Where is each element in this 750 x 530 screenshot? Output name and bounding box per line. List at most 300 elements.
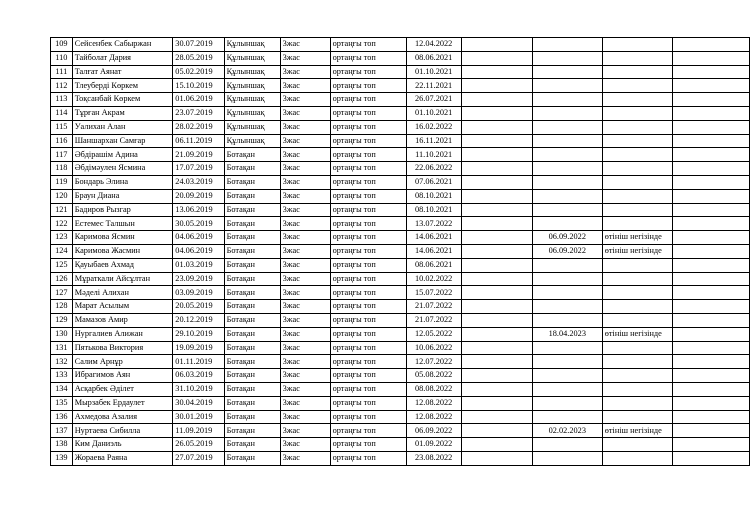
birth-date: 03.09.2019 — [173, 286, 224, 300]
table-row — [51, 410, 750, 424]
leave-reason — [602, 369, 672, 383]
child-name: Бондарь Элина — [72, 175, 173, 189]
group-name: Ботақан — [224, 424, 280, 438]
leave-date — [532, 355, 602, 369]
child-name: Уалихан Алан — [72, 120, 173, 134]
leave-date — [532, 217, 602, 231]
admission-date: 15.07.2022 — [406, 286, 461, 300]
table-row — [51, 258, 750, 272]
child-name: Шаншархан Самғар — [72, 134, 173, 148]
group-name: Ботақан — [224, 203, 280, 217]
empty-cell — [461, 203, 532, 217]
empty-cell — [461, 341, 532, 355]
empty-cell — [673, 120, 750, 134]
table-body — [51, 38, 750, 466]
age-group: 3жас — [280, 189, 330, 203]
row-number: 114 — [51, 106, 73, 120]
leave-date — [532, 134, 602, 148]
group-name: Ботақан — [224, 175, 280, 189]
leave-reason — [602, 438, 672, 452]
group-name: Ботақан — [224, 148, 280, 162]
leave-reason — [602, 93, 672, 107]
empty-cell — [673, 438, 750, 452]
empty-cell — [461, 38, 532, 52]
row-number: 124 — [51, 244, 73, 258]
admission-date: 16.02.2022 — [406, 120, 461, 134]
empty-cell — [461, 120, 532, 134]
admission-date: 06.09.2022 — [406, 424, 461, 438]
birth-date: 30.04.2019 — [173, 396, 224, 410]
child-name: Марат Асылым — [72, 300, 173, 314]
leave-reason: өтініш негізінде — [602, 244, 672, 258]
row-number: 118 — [51, 162, 73, 176]
table-row — [51, 65, 750, 79]
empty-cell — [673, 382, 750, 396]
admission-date: 11.10.2021 — [406, 148, 461, 162]
child-name: Браун Диана — [72, 189, 173, 203]
leave-reason: өтініш негізінде — [602, 231, 672, 245]
group-name: Ботақан — [224, 410, 280, 424]
row-number: 116 — [51, 134, 73, 148]
group-type: ортаңғы топ — [330, 258, 406, 272]
child-name: Тұрған Акрам — [72, 106, 173, 120]
group-type: ортаңғы топ — [330, 244, 406, 258]
empty-cell — [461, 189, 532, 203]
child-name: Ким Даниэль — [72, 438, 173, 452]
empty-cell — [461, 369, 532, 383]
group-name: Ботақан — [224, 313, 280, 327]
empty-cell — [673, 355, 750, 369]
leave-date — [532, 189, 602, 203]
birth-date: 21.09.2019 — [173, 148, 224, 162]
leave-reason — [602, 106, 672, 120]
empty-cell — [461, 148, 532, 162]
table-row — [51, 38, 750, 52]
birth-date: 27.07.2019 — [173, 451, 224, 465]
empty-cell — [461, 300, 532, 314]
group-name: Құлыншақ — [224, 38, 280, 52]
table-row — [51, 189, 750, 203]
table-row — [51, 451, 750, 465]
table-row — [51, 355, 750, 369]
age-group: 3жас — [280, 258, 330, 272]
group-type: ортаңғы топ — [330, 438, 406, 452]
age-group: 3жас — [280, 79, 330, 93]
group-name: Ботақан — [224, 162, 280, 176]
empty-cell — [673, 410, 750, 424]
leave-reason — [602, 451, 672, 465]
leave-reason — [602, 258, 672, 272]
row-number: 134 — [51, 382, 73, 396]
birth-date: 06.11.2019 — [173, 134, 224, 148]
birth-date: 05.02.2019 — [173, 65, 224, 79]
leave-reason: өтініш негізінде — [602, 327, 672, 341]
leave-date — [532, 258, 602, 272]
birth-date: 29.10.2019 — [173, 327, 224, 341]
admission-date: 08.10.2021 — [406, 189, 461, 203]
child-name: Каримова Жасмин — [72, 244, 173, 258]
admission-date: 14.06.2021 — [406, 231, 461, 245]
leave-date — [532, 341, 602, 355]
age-group: 3жас — [280, 231, 330, 245]
leave-date — [532, 175, 602, 189]
table-row — [51, 175, 750, 189]
leave-reason — [602, 79, 672, 93]
birth-date: 28.02.2019 — [173, 120, 224, 134]
age-group: 3жас — [280, 369, 330, 383]
group-type: ортаңғы топ — [330, 355, 406, 369]
empty-cell — [673, 300, 750, 314]
leave-reason — [602, 189, 672, 203]
child-name: Сейсенбек Сабыржан — [72, 38, 173, 52]
group-name: Құлыншақ — [224, 106, 280, 120]
leave-date — [532, 382, 602, 396]
group-type: ортаңғы топ — [330, 369, 406, 383]
row-number: 131 — [51, 341, 73, 355]
empty-cell — [673, 369, 750, 383]
admission-date: 01.09.2022 — [406, 438, 461, 452]
leave-reason — [602, 341, 672, 355]
birth-date: 01.11.2019 — [173, 355, 224, 369]
children-table — [50, 37, 750, 466]
table-row — [51, 231, 750, 245]
table-row — [51, 369, 750, 383]
child-name: Ибрагимов Аян — [72, 369, 173, 383]
empty-cell — [461, 286, 532, 300]
group-type: ортаңғы топ — [330, 231, 406, 245]
leave-date — [532, 162, 602, 176]
empty-cell — [461, 134, 532, 148]
age-group: 3жас — [280, 106, 330, 120]
empty-cell — [673, 286, 750, 300]
group-type: ортаңғы топ — [330, 93, 406, 107]
birth-date: 19.09.2019 — [173, 341, 224, 355]
empty-cell — [673, 134, 750, 148]
group-name: Құлыншақ — [224, 93, 280, 107]
leave-reason — [602, 396, 672, 410]
group-name: Ботақан — [224, 272, 280, 286]
age-group: 3жас — [280, 355, 330, 369]
group-type: ортаңғы топ — [330, 175, 406, 189]
empty-cell — [461, 313, 532, 327]
leave-reason — [602, 51, 672, 65]
birth-date: 04.06.2019 — [173, 244, 224, 258]
row-number: 127 — [51, 286, 73, 300]
leave-date — [532, 313, 602, 327]
birth-date: 15.10.2019 — [173, 79, 224, 93]
admission-date: 12.07.2022 — [406, 355, 461, 369]
row-number: 120 — [51, 189, 73, 203]
empty-cell — [461, 162, 532, 176]
table-row — [51, 286, 750, 300]
admission-date: 08.10.2021 — [406, 203, 461, 217]
age-group: 3жас — [280, 272, 330, 286]
age-group: 3жас — [280, 134, 330, 148]
empty-cell — [673, 341, 750, 355]
group-type: ортаңғы топ — [330, 300, 406, 314]
age-group: 3жас — [280, 313, 330, 327]
leave-reason — [602, 162, 672, 176]
group-name: Ботақан — [224, 438, 280, 452]
group-name: Ботақан — [224, 327, 280, 341]
age-group: 3жас — [280, 217, 330, 231]
birth-date: 04.06.2019 — [173, 231, 224, 245]
row-number: 121 — [51, 203, 73, 217]
admission-date: 05.08.2022 — [406, 369, 461, 383]
row-number: 138 — [51, 438, 73, 452]
age-group: 3жас — [280, 451, 330, 465]
empty-cell — [673, 106, 750, 120]
row-number: 128 — [51, 300, 73, 314]
birth-date: 11.09.2019 — [173, 424, 224, 438]
admission-date: 21.07.2022 — [406, 313, 461, 327]
group-type: ортаңғы топ — [330, 65, 406, 79]
row-number: 109 — [51, 38, 73, 52]
admission-date: 01.10.2021 — [406, 106, 461, 120]
birth-date: 30.07.2019 — [173, 38, 224, 52]
empty-cell — [673, 93, 750, 107]
group-name: Ботақан — [224, 300, 280, 314]
empty-cell — [673, 217, 750, 231]
birth-date: 20.12.2019 — [173, 313, 224, 327]
empty-cell — [673, 65, 750, 79]
group-type: ортаңғы топ — [330, 286, 406, 300]
table-row — [51, 106, 750, 120]
child-name: Бадиров Рызгар — [72, 203, 173, 217]
table-row — [51, 79, 750, 93]
leave-date: 06.09.2022 — [532, 244, 602, 258]
empty-cell — [461, 244, 532, 258]
age-group: 3жас — [280, 327, 330, 341]
group-name: Ботақан — [224, 451, 280, 465]
leave-date — [532, 51, 602, 65]
empty-cell — [461, 424, 532, 438]
table-row — [51, 327, 750, 341]
admission-date: 01.10.2021 — [406, 65, 461, 79]
group-type: ортаңғы топ — [330, 341, 406, 355]
group-type: ортаңғы топ — [330, 51, 406, 65]
leave-reason — [602, 272, 672, 286]
empty-cell — [673, 451, 750, 465]
empty-cell — [461, 93, 532, 107]
leave-reason — [602, 148, 672, 162]
empty-cell — [673, 272, 750, 286]
row-number: 126 — [51, 272, 73, 286]
age-group: 3жас — [280, 300, 330, 314]
row-number: 130 — [51, 327, 73, 341]
admission-date: 16.11.2021 — [406, 134, 461, 148]
empty-cell — [461, 65, 532, 79]
leave-reason — [602, 355, 672, 369]
empty-cell — [461, 175, 532, 189]
birth-date: 01.06.2019 — [173, 93, 224, 107]
age-group: 3жас — [280, 410, 330, 424]
leave-date — [532, 438, 602, 452]
admission-date: 08.06.2021 — [406, 258, 461, 272]
leave-date — [532, 451, 602, 465]
empty-cell — [461, 217, 532, 231]
child-name: Мырзабек Ердаулет — [72, 396, 173, 410]
empty-cell — [461, 451, 532, 465]
birth-date: 28.05.2019 — [173, 51, 224, 65]
birth-date: 23.09.2019 — [173, 272, 224, 286]
leave-reason — [602, 38, 672, 52]
group-type: ортаңғы топ — [330, 313, 406, 327]
empty-cell — [461, 327, 532, 341]
admission-date: 12.04.2022 — [406, 38, 461, 52]
group-name: Құлыншақ — [224, 65, 280, 79]
leave-date — [532, 65, 602, 79]
age-group: 3жас — [280, 382, 330, 396]
empty-cell — [673, 175, 750, 189]
row-number: 129 — [51, 313, 73, 327]
table-row — [51, 217, 750, 231]
leave-date — [532, 286, 602, 300]
empty-cell — [673, 258, 750, 272]
leave-date — [532, 203, 602, 217]
leave-reason: өтініш негізінде — [602, 424, 672, 438]
child-name: Тоқсанбай Көркем — [72, 93, 173, 107]
row-number: 122 — [51, 217, 73, 231]
table-row — [51, 272, 750, 286]
admission-date: 10.02.2022 — [406, 272, 461, 286]
group-name: Құлыншақ — [224, 120, 280, 134]
leave-date: 06.09.2022 — [532, 231, 602, 245]
group-name: Құлыншақ — [224, 79, 280, 93]
empty-cell — [461, 396, 532, 410]
empty-cell — [673, 424, 750, 438]
group-name: Ботақан — [224, 189, 280, 203]
child-name: Талғат Аянат — [72, 65, 173, 79]
leave-date — [532, 106, 602, 120]
admission-date: 12.08.2022 — [406, 396, 461, 410]
group-type: ортаңғы топ — [330, 203, 406, 217]
age-group: 3жас — [280, 93, 330, 107]
child-name: Жораева Раяна — [72, 451, 173, 465]
group-type: ортаңғы топ — [330, 327, 406, 341]
child-name: Қауыбаев Ахмад — [72, 258, 173, 272]
table-row — [51, 424, 750, 438]
age-group: 3жас — [280, 65, 330, 79]
empty-cell — [461, 106, 532, 120]
leave-reason — [602, 410, 672, 424]
age-group: 3жас — [280, 203, 330, 217]
leave-date: 02.02.2023 — [532, 424, 602, 438]
empty-cell — [461, 355, 532, 369]
leave-date — [532, 369, 602, 383]
leave-date — [532, 148, 602, 162]
empty-cell — [673, 79, 750, 93]
empty-cell — [461, 231, 532, 245]
empty-cell — [673, 231, 750, 245]
birth-date: 23.07.2019 — [173, 106, 224, 120]
admission-date: 12.05.2022 — [406, 327, 461, 341]
admission-date: 08.06.2021 — [406, 51, 461, 65]
age-group: 3жас — [280, 175, 330, 189]
table-row — [51, 313, 750, 327]
empty-cell — [461, 382, 532, 396]
leave-reason — [602, 134, 672, 148]
age-group: 3жас — [280, 424, 330, 438]
group-type: ортаңғы топ — [330, 189, 406, 203]
group-name: Ботақан — [224, 286, 280, 300]
admission-date: 22.06.2022 — [406, 162, 461, 176]
leave-reason — [602, 65, 672, 79]
group-name: Құлыншақ — [224, 51, 280, 65]
child-name: Мамазов Амир — [72, 313, 173, 327]
leave-date — [532, 38, 602, 52]
empty-cell — [673, 51, 750, 65]
group-name: Ботақан — [224, 258, 280, 272]
table-row — [51, 51, 750, 65]
leave-date — [532, 396, 602, 410]
group-type: ортаңғы топ — [330, 79, 406, 93]
birth-date: 24.03.2019 — [173, 175, 224, 189]
age-group: 3жас — [280, 438, 330, 452]
row-number: 115 — [51, 120, 73, 134]
table-row — [51, 438, 750, 452]
group-type: ортаңғы топ — [330, 134, 406, 148]
group-name: Ботақан — [224, 217, 280, 231]
birth-date: 31.10.2019 — [173, 382, 224, 396]
table-row — [51, 244, 750, 258]
empty-cell — [673, 244, 750, 258]
admission-date: 21.07.2022 — [406, 300, 461, 314]
group-type: ортаңғы топ — [330, 120, 406, 134]
table-row — [51, 120, 750, 134]
age-group: 3жас — [280, 286, 330, 300]
child-name: Ахмедова Азалия — [72, 410, 173, 424]
empty-cell — [673, 162, 750, 176]
child-name: Әбдірашім Адина — [72, 148, 173, 162]
child-name: Мұраткали Айсұлтан — [72, 272, 173, 286]
row-number: 135 — [51, 396, 73, 410]
admission-date: 12.08.2022 — [406, 410, 461, 424]
child-name: Мәделі Алихан — [72, 286, 173, 300]
birth-date: 01.03.2019 — [173, 258, 224, 272]
group-name: Ботақан — [224, 355, 280, 369]
child-name: Тлеуберді Көркем — [72, 79, 173, 93]
admission-date: 14.06.2021 — [406, 244, 461, 258]
birth-date: 26.05.2019 — [173, 438, 224, 452]
table-row — [51, 134, 750, 148]
birth-date: 13.06.2019 — [173, 203, 224, 217]
empty-cell — [673, 396, 750, 410]
empty-cell — [461, 51, 532, 65]
age-group: 3жас — [280, 341, 330, 355]
birth-date: 20.09.2019 — [173, 189, 224, 203]
empty-cell — [461, 272, 532, 286]
leave-date — [532, 410, 602, 424]
leave-reason — [602, 286, 672, 300]
row-number: 123 — [51, 231, 73, 245]
group-name: Ботақан — [224, 382, 280, 396]
empty-cell — [673, 313, 750, 327]
group-type: ортаңғы топ — [330, 38, 406, 52]
empty-cell — [673, 327, 750, 341]
child-name: Пятькова Виктория — [72, 341, 173, 355]
group-type: ортаңғы топ — [330, 148, 406, 162]
birth-date: 17.07.2019 — [173, 162, 224, 176]
group-type: ортаңғы топ — [330, 451, 406, 465]
empty-cell — [673, 203, 750, 217]
group-name: Құлыншақ — [224, 134, 280, 148]
leave-date — [532, 272, 602, 286]
table-row — [51, 162, 750, 176]
empty-cell — [461, 258, 532, 272]
admission-date: 10.06.2022 — [406, 341, 461, 355]
age-group: 3жас — [280, 396, 330, 410]
